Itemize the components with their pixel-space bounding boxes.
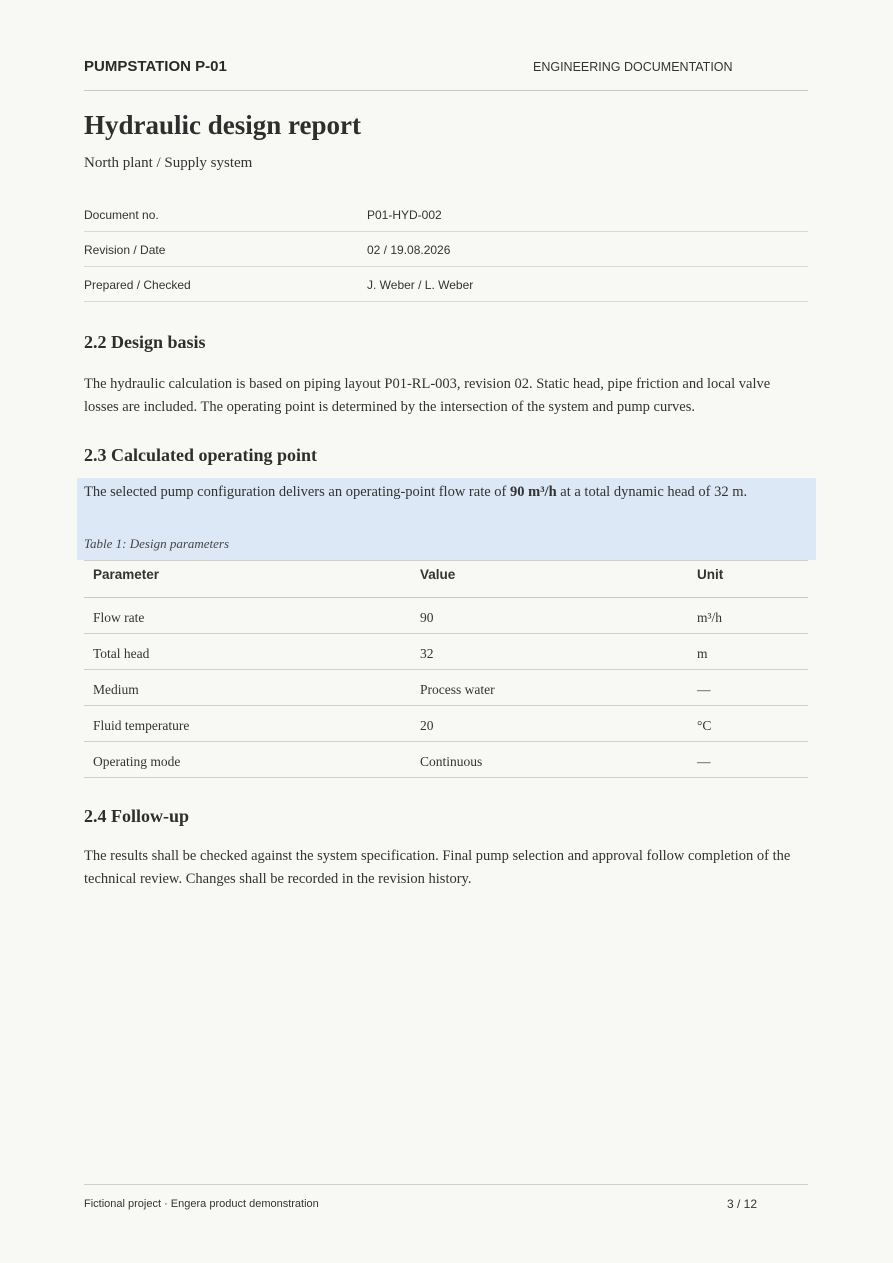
table-cell: m³/h bbox=[697, 610, 723, 625]
metadata-label: Prepared / Checked bbox=[84, 278, 191, 292]
operating-point-statement bbox=[84, 484, 747, 501]
table-cell: m bbox=[697, 646, 708, 661]
project-name: PUMPSTATION P-01 bbox=[84, 58, 227, 75]
section-heading-design-basis: 2.2 Design basis bbox=[84, 332, 206, 352]
table-row bbox=[84, 634, 808, 670]
column-header-value: Value bbox=[420, 567, 456, 582]
document-metadata bbox=[84, 197, 808, 302]
table-cell: Medium bbox=[93, 682, 139, 697]
design-parameters-table bbox=[84, 560, 808, 778]
document-subtitle: North plant / Supply system bbox=[84, 155, 253, 171]
table-cell: Process water bbox=[420, 682, 495, 697]
table-row bbox=[84, 598, 808, 634]
section-text-follow-up: The results shall be checked against the system specification. Final pump selection and approval follow completion of the technical review. Changes shall be recorded in the revision history. bbox=[84, 848, 791, 887]
table-caption: Table 1: Design parameters bbox=[84, 536, 230, 551]
table-cell: — bbox=[697, 682, 711, 697]
metadata-row bbox=[84, 232, 808, 267]
page-footer bbox=[84, 1184, 808, 1215]
table-cell: 32 bbox=[420, 646, 434, 661]
metadata-label: Revision / Date bbox=[84, 243, 166, 257]
table-cell: Fluid temperature bbox=[93, 718, 190, 733]
statement-text-start: The selected pump configuration delivers an operating-point flow rate of bbox=[84, 484, 510, 500]
metadata-row bbox=[84, 197, 808, 232]
table-cell: Total head bbox=[93, 646, 150, 661]
section-heading-operating-point: 2.3 Calculated operating point bbox=[84, 445, 318, 465]
table-cell: 20 bbox=[420, 718, 434, 733]
table-row bbox=[84, 670, 808, 706]
table-row bbox=[84, 742, 808, 778]
table-cell: Operating mode bbox=[93, 754, 181, 769]
page-header bbox=[84, 58, 808, 91]
page-number: 3 / 12 bbox=[727, 1197, 758, 1211]
table-cell: — bbox=[697, 754, 711, 769]
table-cell: Continuous bbox=[420, 754, 483, 769]
column-header-parameter: Parameter bbox=[93, 567, 160, 582]
table-cell: °C bbox=[697, 718, 712, 733]
metadata-value: P01-HYD-002 bbox=[367, 208, 442, 222]
metadata-value: 02 / 19.08.2026 bbox=[367, 243, 451, 257]
document-category: ENGINEERING DOCUMENTATION bbox=[533, 60, 733, 74]
document-title: Hydraulic design report bbox=[84, 110, 362, 140]
section-heading-follow-up: 2.4 Follow-up bbox=[84, 806, 190, 826]
flow-rate-highlight: 90 m³/h bbox=[510, 484, 557, 500]
column-header-unit: Unit bbox=[697, 567, 724, 582]
statement-text-end: at a total dynamic head of 32 m. bbox=[556, 484, 748, 500]
footer-note: Fictional project · Engera product demonstration bbox=[84, 1198, 319, 1210]
section-text-design-basis: The hydraulic calculation is based on piping layout P01-RL-003, revision 02. Static head, pipe friction and local valve losses are included. The operating point is determined by the intersection of the system and pump curves. bbox=[84, 376, 771, 415]
table-cell: Flow rate bbox=[93, 610, 145, 625]
metadata-label: Document no. bbox=[84, 208, 159, 222]
metadata-row bbox=[84, 267, 808, 302]
table-cell: 90 bbox=[420, 610, 434, 625]
table-row bbox=[84, 706, 808, 742]
table-header-row bbox=[84, 561, 808, 598]
metadata-value: J. Weber / L. Weber bbox=[367, 278, 474, 292]
